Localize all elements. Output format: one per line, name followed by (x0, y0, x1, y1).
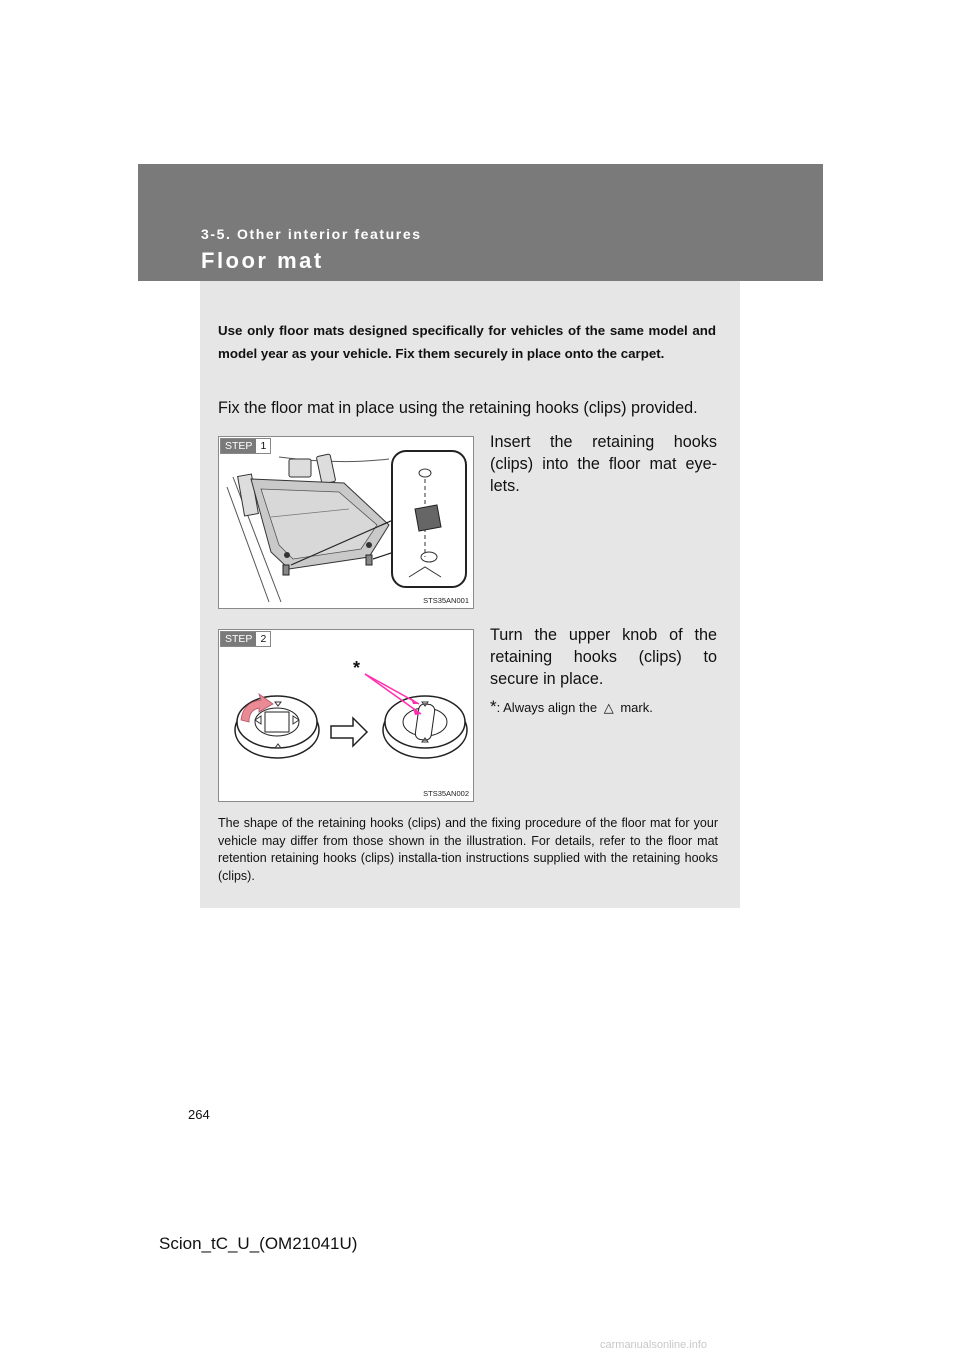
document-id: Scion_tC_U_(OM21041U) (159, 1234, 358, 1253)
figure-code: STS35AN002 (423, 789, 469, 798)
note-text-before: : Always align the (496, 700, 598, 715)
note-text-after: mark. (620, 700, 653, 715)
watermark: carmanualsonline.info (600, 1339, 708, 1351)
clip-knob-diagram (219, 630, 473, 801)
step-2-text: Turn the upper knob of the retaining hooks (clips) to secure in place. (490, 626, 717, 688)
step-label: STEP (221, 439, 256, 453)
section-label: 3-5. Other interior features (201, 226, 422, 242)
note-marker: * (490, 697, 497, 716)
content-panel (200, 281, 740, 908)
footnote: The shape of the retaining hooks (clips) and the fixing procedure of the floor mat for your vehicle may differ from those shown in the illustration. For details, refer to the floor mat retention retaining hooks (clips) installa-tion instructions supplied with the retaining hooks (clips). (218, 816, 718, 883)
step-1-illustration (218, 436, 474, 609)
page-title: Floor mat (201, 248, 324, 273)
lead-instruction: Fix the floor mat in place using the retaining hooks (clips) provided. (218, 399, 698, 417)
page-number: 264 (188, 1107, 210, 1122)
figure-code: STS35AN001 (423, 596, 469, 605)
step-number: 1 (260, 440, 267, 452)
step-2-illustration (218, 629, 474, 802)
step-label: STEP (221, 632, 256, 646)
step-number: 2 (260, 633, 267, 645)
step-1-text: Insert the retaining hooks (clips) into the floor mat eye-lets. (490, 433, 717, 495)
figure-marker: * (353, 658, 361, 678)
intro-warning: Use only floor mats designed specifically for vehicles of the same model and model year as your vehicle. Fix them securely in place onto the carpet. (218, 323, 716, 361)
step-2-badge (220, 631, 271, 647)
floor-mat-diagram (219, 437, 473, 608)
step-1-badge (220, 438, 271, 454)
alignment-note (490, 697, 653, 717)
triangle-mark-icon: △ (603, 700, 614, 715)
section-header (138, 164, 823, 281)
